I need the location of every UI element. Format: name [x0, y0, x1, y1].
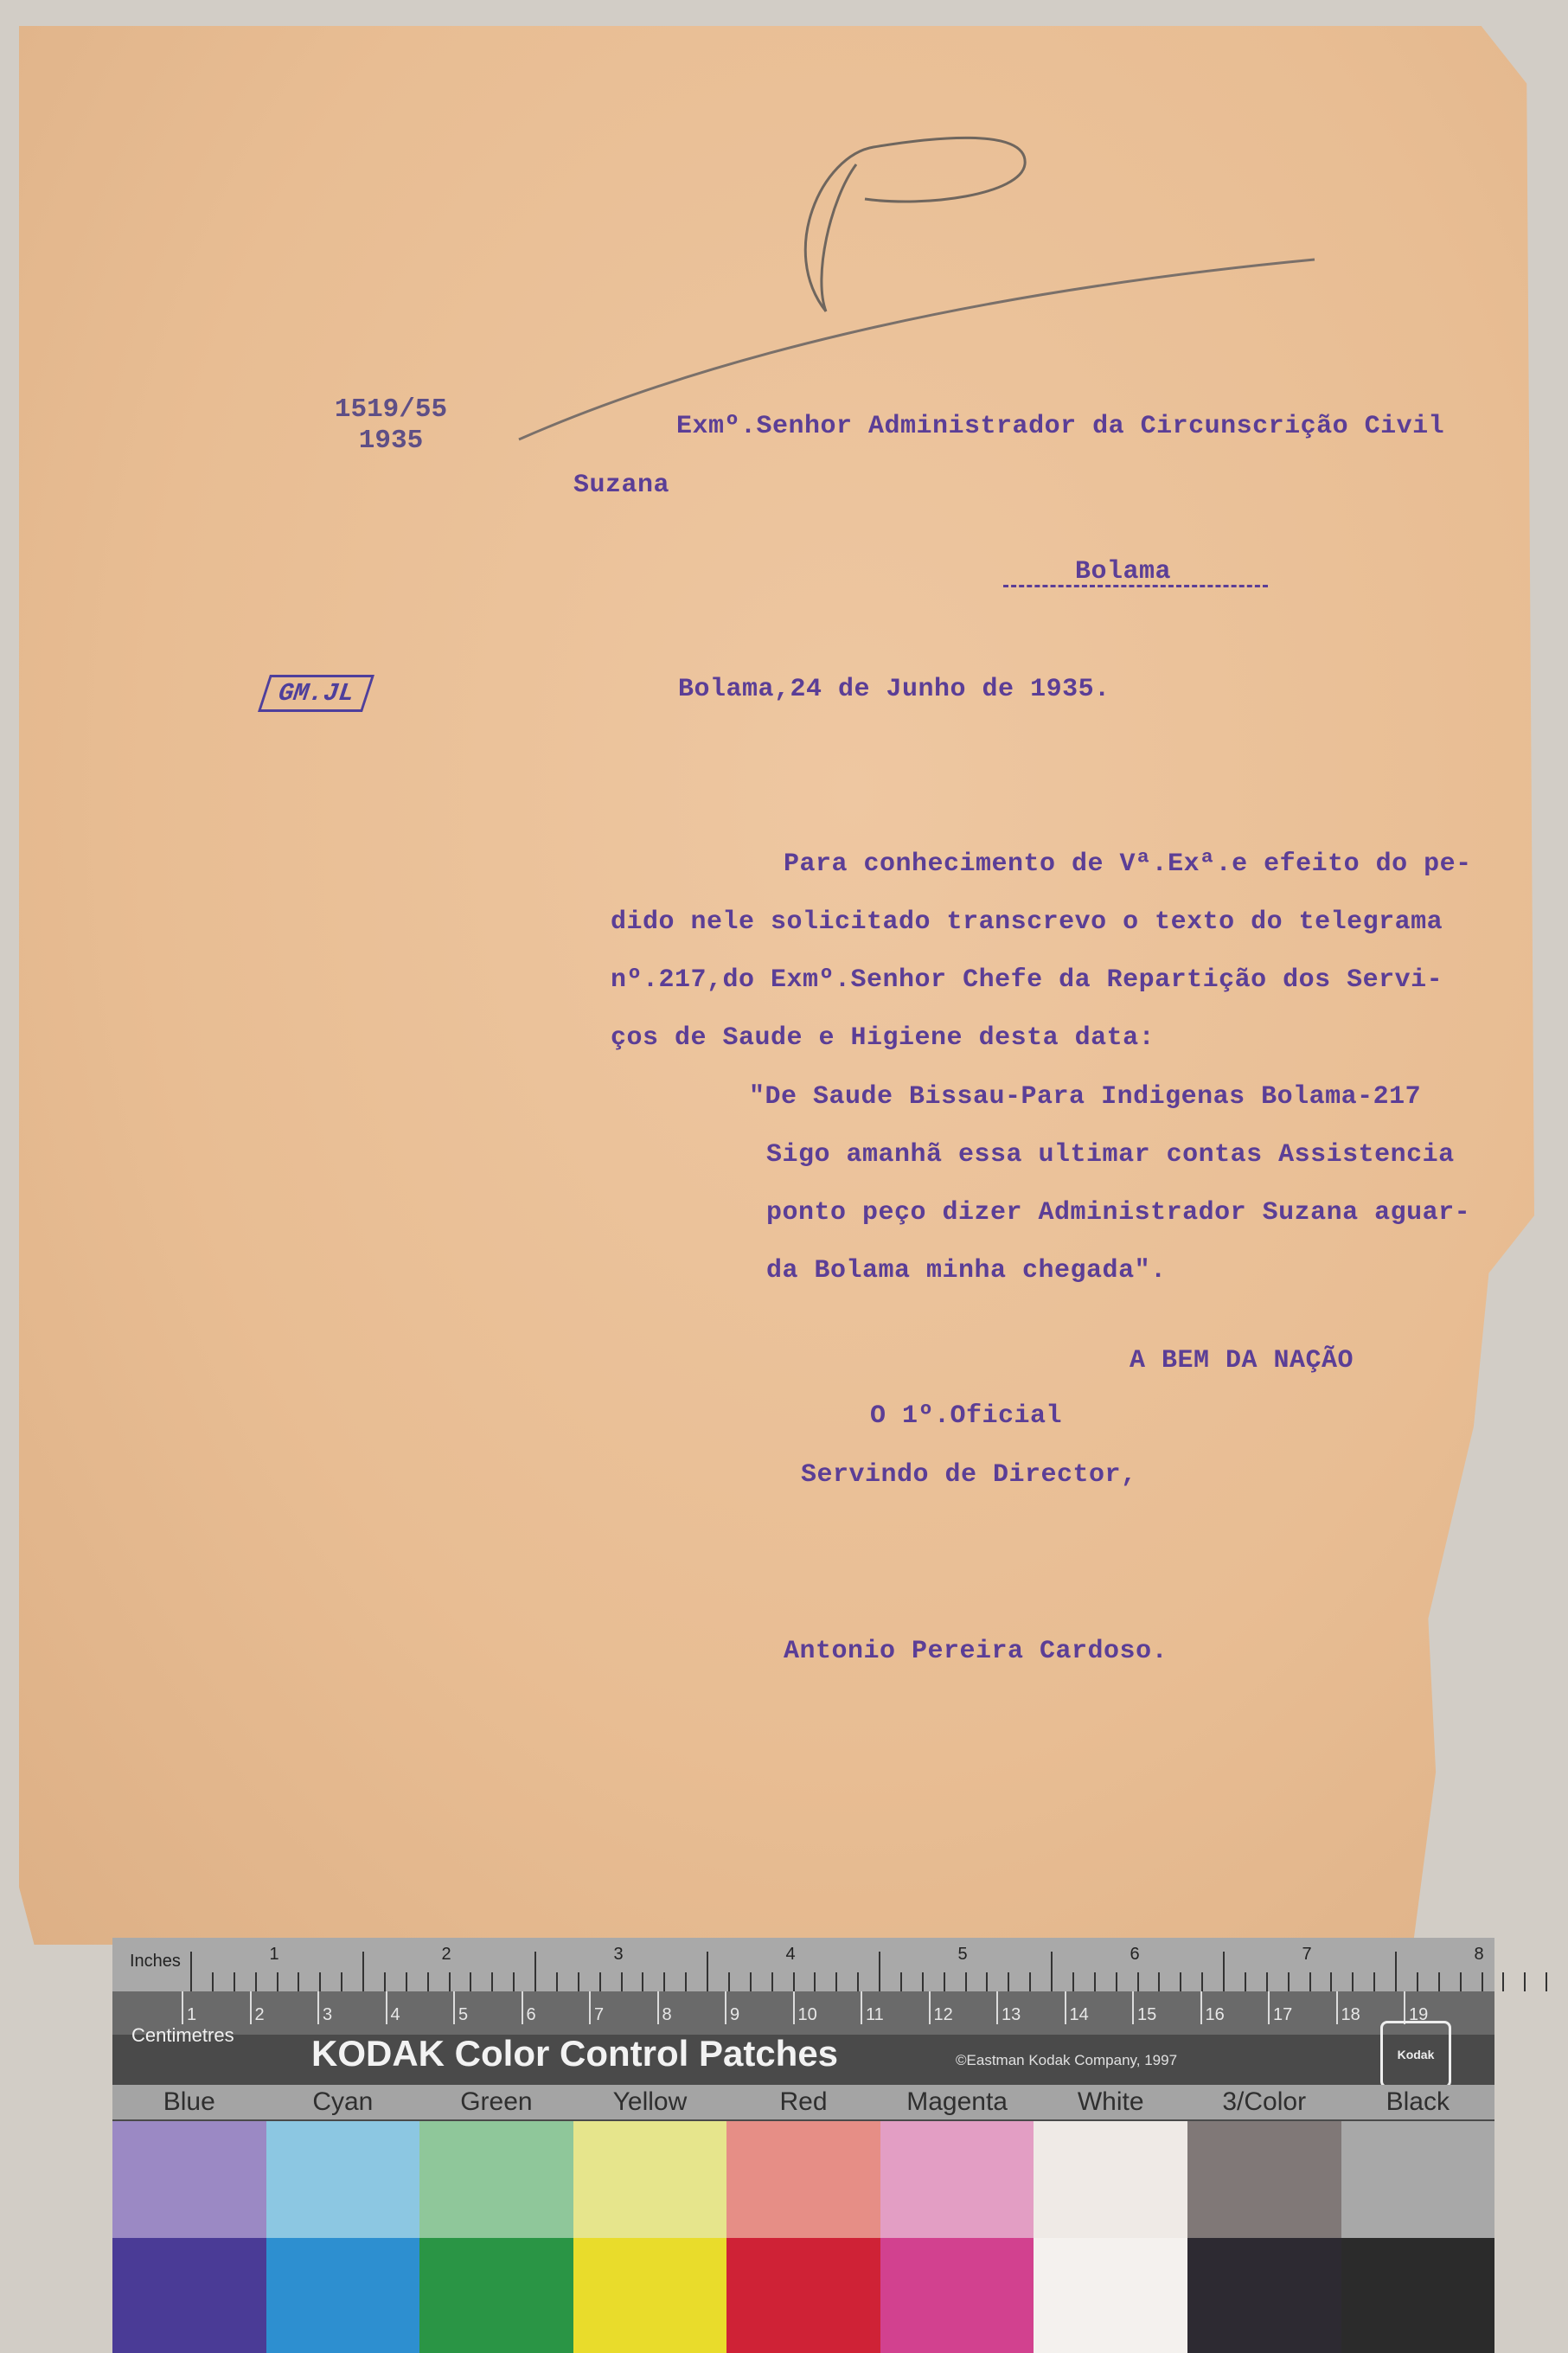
inch-tick	[1482, 1972, 1483, 1991]
color-patch	[880, 2238, 1034, 2353]
quote-line: ponto peço dizer Administrador Suzana aguar-	[766, 1198, 1471, 1228]
reference-year: 1935	[358, 426, 424, 456]
cm-number: 2	[254, 2005, 265, 2024]
inch-tick	[341, 1972, 342, 1991]
inch-ruler	[112, 1938, 1494, 1993]
inch-number: 1	[269, 1945, 279, 1964]
color-patch	[880, 2121, 1034, 2238]
inch-tick	[835, 1972, 837, 1991]
inch-number: 5	[957, 1945, 968, 1964]
inch-tick	[1330, 1972, 1332, 1991]
color-patch	[1034, 2121, 1187, 2238]
inch-tick	[793, 1972, 795, 1991]
inch-tick	[728, 1972, 730, 1991]
inch-tick	[1266, 1972, 1268, 1991]
cm-number: 1	[187, 2005, 197, 2024]
cm-tick	[589, 1991, 591, 2024]
cm-tick	[317, 1991, 319, 2024]
signatory-role: O 1º.Oficial	[870, 1401, 1063, 1431]
inch-tick	[1008, 1972, 1009, 1991]
quote-line: da Bolama minha chegada".	[766, 1256, 1167, 1285]
color-patch	[1034, 2238, 1187, 2353]
cm-number: 18	[1341, 2005, 1360, 2024]
body-line: Para conhecimento de Vª.Exª.e efeito do pe-	[784, 850, 1472, 879]
color-patch	[266, 2238, 420, 2353]
date-line: Bolama,24 de Junho de 1935.	[678, 675, 1110, 704]
color-patch	[112, 2238, 266, 2353]
inch-tick	[965, 1972, 967, 1991]
inch-tick	[707, 1952, 708, 1991]
cm-tick	[182, 1991, 183, 2024]
inch-tick	[771, 1972, 773, 1991]
cm-number: 4	[390, 2005, 400, 2024]
cm-number: 19	[1409, 2005, 1429, 2024]
inch-tick	[1245, 1972, 1246, 1991]
inch-tick	[384, 1972, 386, 1991]
color-patch	[1187, 2121, 1341, 2238]
inch-tick	[642, 1972, 643, 1991]
cm-number: 7	[594, 2005, 605, 2024]
inch-tick	[1395, 1952, 1397, 1991]
patch-label: Green	[460, 2087, 533, 2116]
patch-label: Magenta	[906, 2087, 1008, 2116]
kodak-color-control-bar	[112, 1938, 1494, 2353]
inch-tick	[578, 1972, 579, 1991]
cm-tick	[1404, 1991, 1405, 2024]
inch-tick	[406, 1972, 407, 1991]
inch-tick	[1438, 1972, 1440, 1991]
color-patch	[419, 2238, 573, 2353]
cm-number: 17	[1273, 2005, 1293, 2024]
cm-number: 5	[458, 2005, 469, 2024]
cm-tick	[1132, 1991, 1134, 2024]
inch-tick	[212, 1972, 214, 1991]
inch-tick	[922, 1972, 924, 1991]
inch-tick	[1158, 1972, 1160, 1991]
cm-tick	[386, 1991, 387, 2024]
inch-tick	[190, 1952, 192, 1991]
color-patch	[1341, 2238, 1495, 2353]
inch-tick	[814, 1972, 816, 1991]
inch-tick	[298, 1972, 299, 1991]
inch-tick	[1288, 1972, 1290, 1991]
reference-code: 1519/55	[334, 394, 448, 425]
patch-label: Red	[779, 2087, 828, 2116]
cm-tick	[793, 1991, 795, 2024]
inch-tick	[277, 1972, 278, 1991]
cm-tick	[861, 1991, 862, 2024]
inch-tick	[1051, 1952, 1053, 1991]
inch-tick	[1201, 1972, 1203, 1991]
cm-tick	[1336, 1991, 1338, 2024]
inch-tick	[234, 1972, 235, 1991]
inch-tick	[513, 1972, 515, 1991]
inch-tick	[534, 1952, 536, 1991]
inch-tick	[1137, 1972, 1139, 1991]
inches-label: Inches	[130, 1952, 181, 1971]
inch-tick	[621, 1972, 623, 1991]
inch-tick	[319, 1972, 321, 1991]
inch-tick	[857, 1972, 859, 1991]
cm-tick	[929, 1991, 931, 2024]
quote-line: "De Saude Bissau-Para Indigenas Bolama-217	[749, 1082, 1422, 1112]
inch-tick	[470, 1972, 471, 1991]
body-line: ços de Saude e Higiene desta data:	[611, 1023, 1155, 1053]
cm-number: 13	[1002, 2005, 1021, 2024]
patch-label: Blue	[163, 2087, 215, 2116]
stamp-code: GM.JL	[258, 675, 374, 712]
inch-tick	[879, 1952, 880, 1991]
cm-number: 16	[1205, 2005, 1225, 2024]
inch-tick	[685, 1972, 687, 1991]
inch-tick	[1524, 1972, 1526, 1991]
patch-label: White	[1077, 2087, 1144, 2116]
closing-phrase: A BEM DA NAÇÃO	[1130, 1346, 1354, 1375]
inch-number: 7	[1302, 1945, 1312, 1964]
centimetres-label: Centimetres	[131, 2024, 234, 2046]
signatory-role-detail: Servindo de Director,	[801, 1460, 1137, 1490]
inch-tick	[944, 1972, 945, 1991]
cm-number: 15	[1137, 2005, 1157, 2024]
inch-tick	[1502, 1972, 1504, 1991]
cm-tick	[522, 1991, 523, 2024]
cm-number: 11	[866, 2005, 884, 2024]
destination: Bolama	[1075, 557, 1172, 587]
cm-number: 3	[323, 2005, 333, 2024]
inch-tick	[1116, 1972, 1117, 1991]
cm-number: 9	[730, 2005, 740, 2024]
cm-tick	[725, 1991, 726, 2024]
cm-ruler	[112, 1991, 1494, 2035]
inch-number: 3	[613, 1945, 624, 1964]
inch-tick	[1180, 1972, 1181, 1991]
inch-tick	[491, 1972, 493, 1991]
cm-tick	[996, 1991, 998, 2024]
inch-tick	[1223, 1952, 1225, 1991]
inch-number: 4	[785, 1945, 796, 1964]
cm-tick	[1065, 1991, 1066, 2024]
cm-tick	[1268, 1991, 1270, 2024]
inch-tick	[1072, 1972, 1074, 1991]
inch-tick	[1460, 1972, 1462, 1991]
cm-tick	[1200, 1991, 1202, 2024]
cm-tick	[453, 1991, 455, 2024]
inch-tick	[599, 1972, 601, 1991]
color-patches	[112, 2121, 1494, 2353]
patch-label: Yellow	[612, 2087, 688, 2116]
color-patch	[726, 2238, 880, 2353]
inch-tick	[663, 1972, 665, 1991]
addressee-place: Suzana	[573, 471, 670, 500]
inch-tick	[986, 1972, 988, 1991]
inch-tick	[750, 1972, 752, 1991]
inch-number: 2	[441, 1945, 451, 1964]
color-patch	[419, 2121, 573, 2238]
reference-number	[330, 394, 451, 457]
inch-tick	[1309, 1972, 1311, 1991]
inch-tick	[900, 1972, 902, 1991]
cm-number: 12	[933, 2005, 953, 2024]
patch-label: 3/Color	[1222, 2087, 1307, 2116]
patch-labels	[112, 2085, 1494, 2119]
cm-number: 10	[797, 2005, 817, 2024]
quote-line: Sigo amanhã essa ultimar contas Assistencia	[766, 1140, 1455, 1170]
kodak-copyright: ©Eastman Kodak Company, 1997	[956, 2052, 1178, 2068]
inch-tick	[1417, 1972, 1418, 1991]
color-patch	[266, 2121, 420, 2238]
inch-tick	[1373, 1972, 1375, 1991]
color-patch	[573, 2121, 727, 2238]
body-line: nº.217,do Exmº.Senhor Chefe da Repartição dos Servi-	[611, 965, 1443, 995]
cm-number: 6	[526, 2005, 536, 2024]
inch-tick	[449, 1972, 451, 1991]
cm-tick	[657, 1991, 659, 2024]
destination-underline	[1003, 585, 1268, 587]
patch-label: Black	[1386, 2087, 1450, 2116]
inch-tick	[1352, 1972, 1354, 1991]
inch-number: 6	[1130, 1945, 1140, 1964]
inch-tick	[255, 1972, 257, 1991]
inch-tick	[1029, 1972, 1031, 1991]
body-line: dido nele solicitado transcrevo o texto do telegrama	[611, 907, 1443, 937]
cm-number: 14	[1069, 2005, 1089, 2024]
addressee-line: Exmº.Senhor Administrador da Circunscrição Civil	[676, 412, 1445, 441]
color-patch	[1341, 2121, 1495, 2238]
inch-tick	[427, 1972, 429, 1991]
inch-tick	[362, 1952, 364, 1991]
inch-tick	[1094, 1972, 1096, 1991]
color-patch	[1187, 2238, 1341, 2353]
kodak-title: KODAK Color Control Patches	[311, 2033, 839, 2074]
color-patch	[726, 2121, 880, 2238]
color-patch	[573, 2238, 727, 2353]
inch-tick	[1546, 1972, 1547, 1991]
cm-tick	[250, 1991, 252, 2024]
inch-tick	[556, 1972, 558, 1991]
cm-number: 8	[662, 2005, 672, 2024]
inch-number: 8	[1474, 1945, 1484, 1964]
signatory-name: Antonio Pereira Cardoso.	[784, 1637, 1168, 1666]
kodak-logo-icon: Kodak	[1380, 2021, 1451, 2088]
patch-label: Cyan	[312, 2087, 374, 2116]
color-patch	[112, 2121, 266, 2238]
